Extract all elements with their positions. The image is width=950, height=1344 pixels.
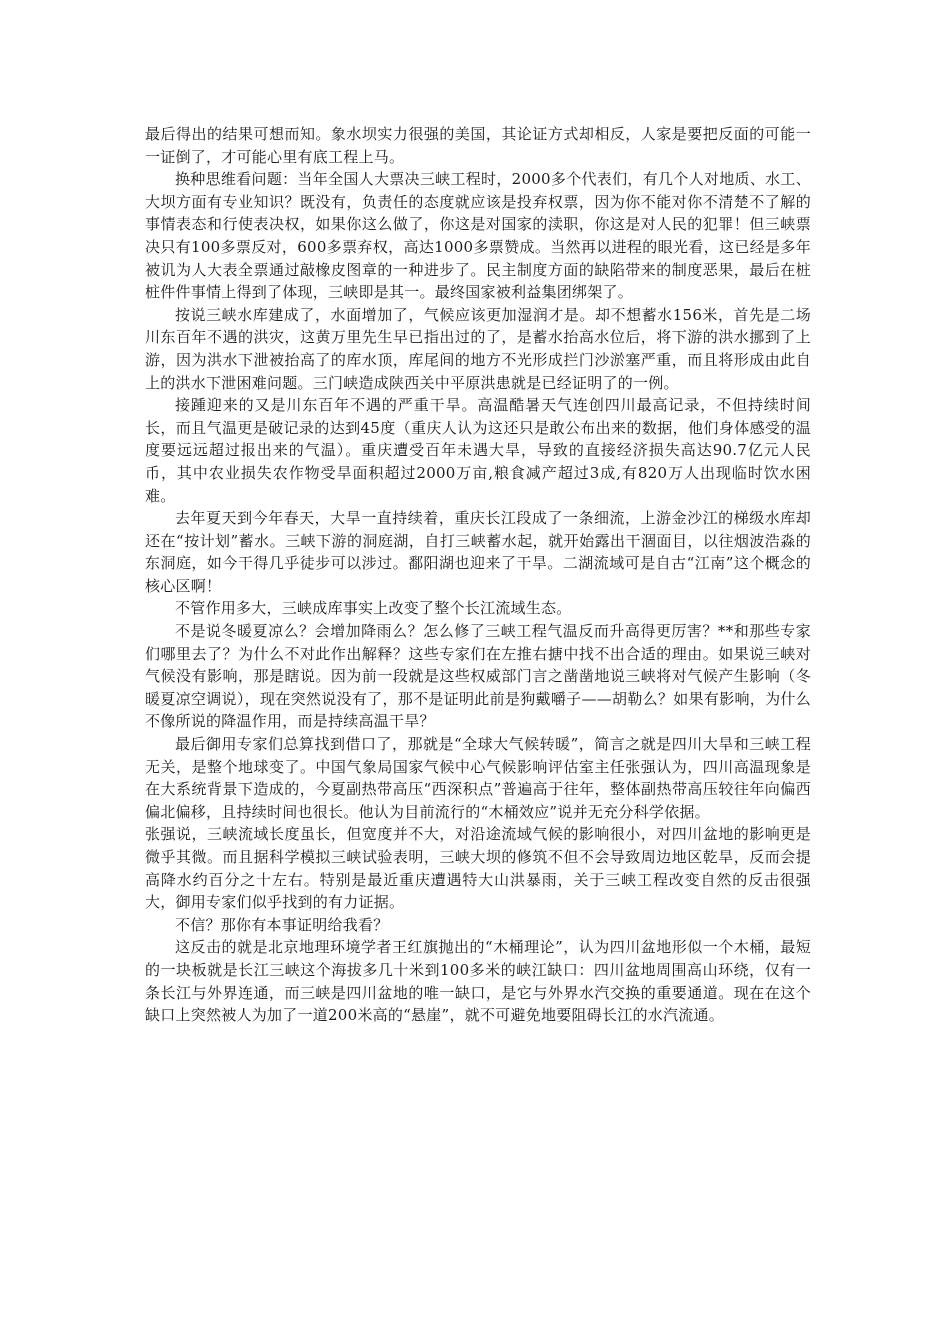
paragraph-7: 不是说冬暖夏凉么？会增加降雨么？怎么修了三峡工程气温反而升高得更厉害？**和那些专家们哪里去了？为什么不对此作出解释？这些专家们在左推右搪中找不出合适的理由。如果说三峡对气候没有影响，那是瞎说。因为前一段就是这些权威部门言之凿凿地说三峡将对气候产生影响（冬暖夏凉空调说），现在突然说没有了，那不是证明此前是狗戴嚼子——胡勒么？如果有影响，为什么不像所说的降温作用，而是持续高温干旱？: [145, 622, 811, 731]
paragraph-9: 张强说，三峡流域长度虽长，但宽度并不大，对沿途流域气候的影响很小，对四川盆地的影响更是微乎其微。而且据科学模拟三峡试验表明，三峡大坝的修筑不但不会导致周边地区乾旱，反而会提高降水约百分之十左右。特别是最近重庆遭遇特大山洪暴雨，关于三峡工程改变自然的反击很强大，御用专家们似乎找到的有力证据。: [145, 825, 811, 912]
document-body: [145, 123, 811, 1027]
paragraph-10: 不信？那你有本事证明给我看？: [175, 915, 389, 934]
paragraph-4: 接踵迎来的又是川东百年不遇的严重干旱。高温酷暑天气连创四川最高记录，不但持续时间长，而且气温更是破记录的达到45度（重庆人认为这还只是敢公布出来的数据，他们身体感受的温度要远远超过报出来的气温）。重庆遭受百年未遇大旱，导致的直接经济损失高达90.7亿元人民币，其中农业损失农作物受旱面积超过2000万亩,粮食减产超过3成,有820万人出现临时饮水困难。: [145, 396, 811, 505]
paragraph-6: 不管作用多大，三峡成库事实上改变了整个长江流域生态。: [175, 599, 572, 618]
paragraph-1: 最后得出的结果可想而知。象水坝实力很强的美国，其论证方式却相反，人家是要把反面的可能一一证倒了，才可能心里有底工程上马。: [145, 125, 811, 166]
paragraph-5: 去年夏天到今年春天，大旱一直持续着，重庆长江段成了一条细流，上游金沙江的梯级水库却还在“按计划”蓄水。三峡下游的洞庭湖，自打三峡蓄水起，就开始露出干涸面目，以往烟波浩淼的东洞庭，如今干得几乎徒步可以涉过。鄱阳湖也迎来了干旱。二湖流域可是自古“江南”这个概念的核心区啊！: [145, 509, 811, 595]
paragraph-3: 按说三峡水库建成了，水面增加了，气候应该更加湿润才是。却不想蓄水156米，首先是二场川东百年不遇的洪灾，这黄万里先生早已指出过的了，是蓄水抬高水位后，将下游的洪水挪到了上游，因为洪水下泄被抬高了的库水顶，库尾间的地方不光形成拦门沙淤塞严重，而且将形成由此自上的洪水下泄困难问题。三门峡造成陕西关中平原洪患就是已经证明了的一例。: [145, 305, 811, 392]
paragraph-8: 最后御用专家们总算找到借口了，那就是“全球大气候转暖”，简言之就是四川大旱和三峡工程无关，是整个地球变了。中国气象局国家气候中心气候影响评估室主任张强认为，四川高温现象是在大系统背景下造成的，今夏副热带高压“西深积点”普遍高于往年，整体副热带高压较往年向偏西偏北偏移，且持续时间也很长。他认为目前流行的“木桶效应”说并无充分科学依据。: [145, 735, 811, 821]
paragraph-11: 这反击的就是北京地理环境学者王红旗抛出的“木桶理论”，认为四川盆地形似一个木桶，最短的一块板就是长江三峡这个海拔多几十米到100多米的峡江缺口：四川盆地周围高山环绕，仅有一条长江与外界连通，而三峡是四川盆地的唯一缺口，是它与外界水汽交换的重要通道。现在在这个缺口上突然被人为加了一道200米高的“悬崖”，就不可避免地要阻碍长江的水汽流通。: [145, 938, 811, 1025]
paragraph-2: 换种思维看问题：当年全国人大票决三峡工程时，2000多个代表们，有几个人对地质、水工、大坝方面有专业知识？既没有，负责任的态度就应该是投弃权票，因为你不能对你不清楚不了解的事情表态和行使表决权，如果你这么做了，你这是对国家的渎职，你这是对人民的犯罪！但三峡票决只有100多票反对，600多票弃权，高达1000多票赞成。当然再以进程的眼光看，这已经是多年被讥为人大表全票通过敲橡皮图章的一种进步了。民主制度方面的缺陷带来的制度恶果，最后在桩桩件件事情上得到了体现，三峡即是其一。最终国家被利益集团绑架了。: [145, 170, 811, 302]
